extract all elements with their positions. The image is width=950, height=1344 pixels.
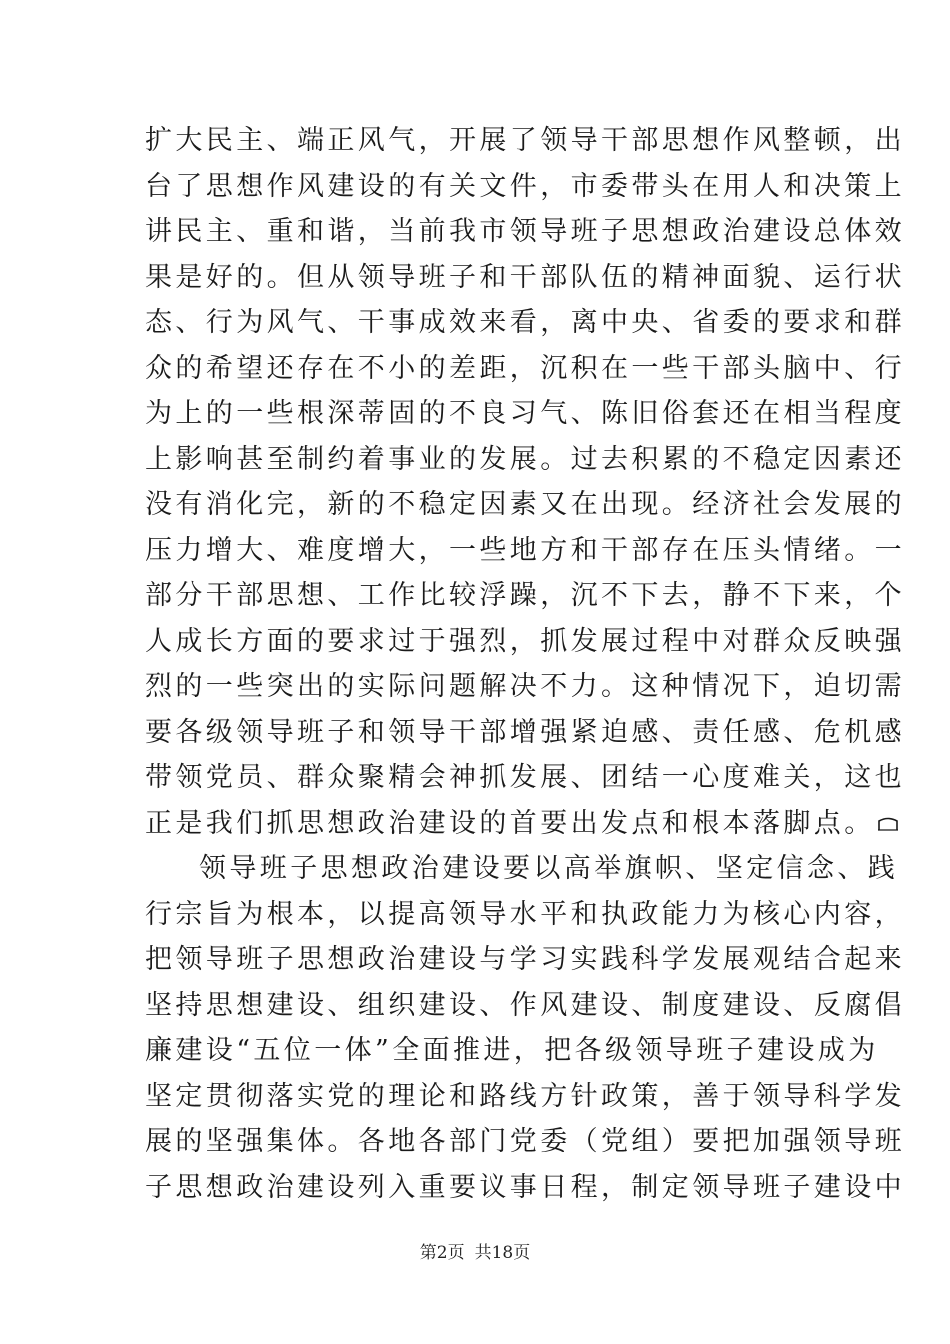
text-line-content: 正是我们抓思想政治建设的首要出发点和根本落脚点。 bbox=[145, 807, 875, 839]
text-line-last bbox=[145, 801, 875, 847]
text-line: 上影响甚至制约着事业的发展。过去积累的不稳定因素还 bbox=[145, 443, 905, 475]
page-total: 共18页 bbox=[474, 1243, 531, 1263]
text-line: 部分干部思想、工作比较浮躁，沉不下去，静不下来，个 bbox=[145, 580, 905, 611]
text-line: 众的希望还存在不小的差距，沉积在一些干部头脑中、行 bbox=[145, 352, 905, 384]
text-line: 把领导班子思想政治建设与学习实践科学发展观结合起来 bbox=[145, 944, 905, 975]
text-line: 坚持思想建设、组织建设、作风建设、制度建设、反腐倡 bbox=[145, 989, 905, 1021]
text-line: 带领党员、群众聚精会神抓发展、团结一心度难关，这也 bbox=[145, 762, 905, 793]
text-line: 压力增大、难度增大，一些地方和干部存在压头情绪。一 bbox=[145, 534, 905, 566]
paragraph-mark-icon bbox=[877, 817, 899, 831]
text-line: 行宗旨为根本，以提高领导水平和执政能力为核心内容， bbox=[145, 898, 905, 930]
document-body bbox=[145, 118, 905, 1210]
text-line: 展的坚强集体。各地各部门党委（党组）要把加强领导班 bbox=[145, 1126, 905, 1157]
text-line: 没有消化完，新的不稳定因素又在出现。经济社会发展的 bbox=[145, 489, 905, 520]
page-number: 第2页 bbox=[419, 1243, 465, 1263]
paragraph-1 bbox=[145, 118, 905, 846]
page-footer bbox=[0, 1238, 950, 1263]
text-line: 讲民主、重和谐，当前我市领导班子思想政治建设总体效 bbox=[145, 216, 905, 247]
text-line: 烈的一些突出的实际问题解决不力。这种情况下，迫切需 bbox=[145, 671, 905, 702]
text-line-first: 领导班子思想政治建设要以高举旗帜、坚定信念、践 bbox=[199, 853, 899, 884]
text-line: 廉建设“五位一体”全面推进，把各级领导班子建设成为 bbox=[145, 1035, 879, 1066]
paragraph-2 bbox=[145, 846, 905, 1210]
text-line: 子思想政治建设列入重要议事日程，制定领导班子建设中 bbox=[145, 1171, 905, 1203]
text-line: 为上的一些根深蒂固的不良习气、陈旧俗套还在相当程度 bbox=[145, 398, 905, 429]
text-line: 坚定贯彻落实党的理论和路线方针政策，善于领导科学发 bbox=[145, 1080, 905, 1112]
text-line: 人成长方面的要求过于强烈，抓发展过程中对群众反映强 bbox=[145, 625, 905, 657]
text-line: 态、行为风气、干事成效来看，离中央、省委的要求和群 bbox=[145, 307, 905, 338]
text-line: 果是好的。但从领导班子和干部队伍的精神面貌、运行状 bbox=[145, 261, 905, 293]
text-line: 要各级领导班子和领导干部增强紧迫感、责任感、危机感 bbox=[145, 716, 905, 748]
text-line: 台了思想作风建设的有关文件，市委带头在用人和决策上 bbox=[145, 170, 905, 202]
text-line: 扩大民主、端正风气，开展了领导干部思想作风整顿，出 bbox=[145, 125, 905, 156]
